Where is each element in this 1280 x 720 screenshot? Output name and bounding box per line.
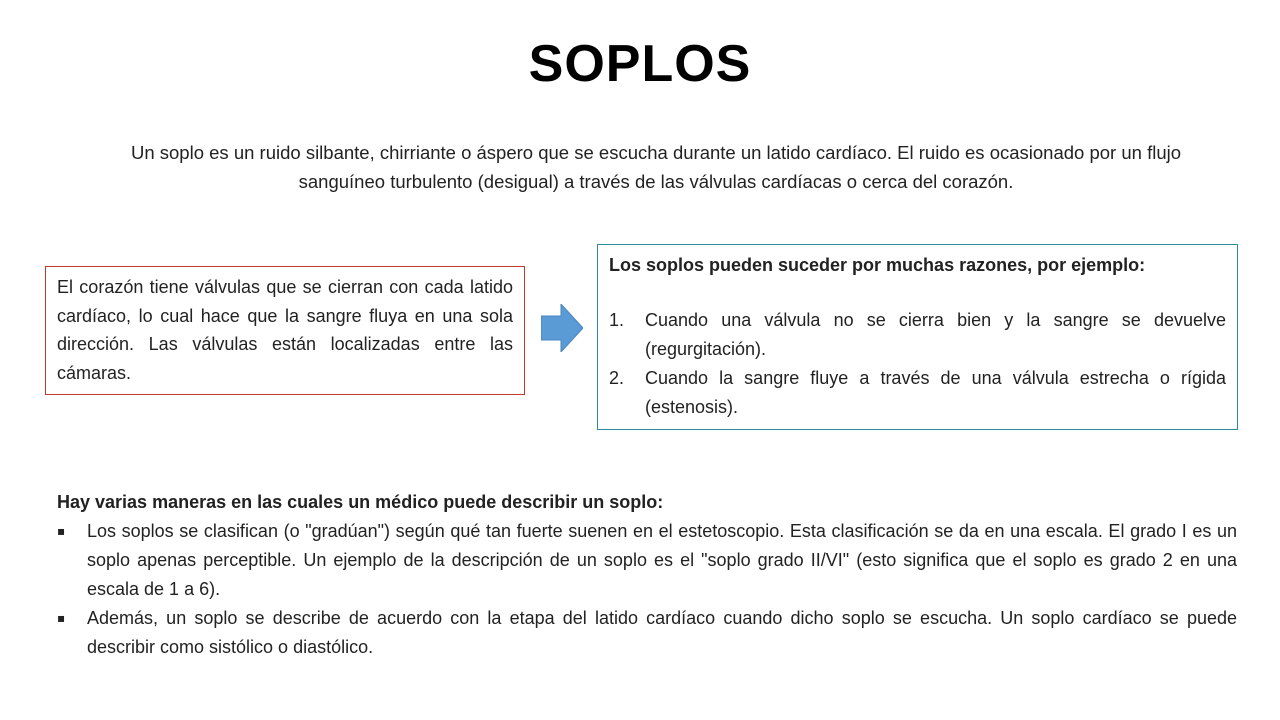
square-bullet-icon: ▪ xyxy=(57,611,66,625)
causes-box xyxy=(597,244,1238,430)
description-list xyxy=(57,517,1237,662)
list-item xyxy=(57,517,1237,604)
list-item xyxy=(57,604,1237,662)
causes-heading: Los soplos pueden suceder por muchas razones, por ejemplo: xyxy=(609,255,1146,275)
valves-info-text: El corazón tiene válvulas que se cierran con cada latido cardíaco, lo cual hace que la sangre fluya en una sola dirección. Las válvulas están localizadas entre las cámaras. xyxy=(57,277,513,383)
list-item-number: 1. xyxy=(609,310,625,330)
valves-info-box xyxy=(45,266,525,395)
list-item-text: Cuando una válvula no se cierra bien y la sangre se devuelve (regurgitación). xyxy=(645,310,1226,359)
list-item-text: Los soplos se clasifican (o "gradúan") según qué tan fuerte suenen en el estetoscopio. Esta clasificación se da en una escala. El grado I es un soplo apenas perceptible. Un ejemplo de la descripción de un soplo es el "soplo grado II/VI" (esto significa que el soplo es grado 2 en una escala de 1 a 6). xyxy=(87,521,1237,599)
square-bullet-icon: ▪ xyxy=(57,524,66,538)
list-item-number: 2. xyxy=(609,368,625,388)
list-item-text: Además, un soplo se describe de acuerdo con la etapa del latido cardíaco cuando dicho soplo se escucha. Un soplo cardíaco se puede describir como sistólico o diastólico. xyxy=(87,608,1237,657)
list-item xyxy=(609,306,1226,364)
description-heading: Hay varias maneras en las cuales un médico puede describir un soplo: xyxy=(57,492,664,512)
intro-paragraph: Un soplo es un ruido silbante, chirriante o áspero que se escucha durante un latido cardíaco. El ruido es ocasionado por un flujo sanguíneo turbulento (desigual) a través de las válvulas cardíacas o cerca del corazón. xyxy=(130,142,1182,192)
list-item xyxy=(609,364,1226,422)
right-arrow-icon xyxy=(541,304,583,352)
causes-list xyxy=(609,306,1226,422)
list-item-text: Cuando la sangre fluye a través de una válvula estrecha o rígida (estenosis). xyxy=(645,368,1226,417)
description-section xyxy=(57,488,1237,662)
slide-title: SOPLOS xyxy=(528,35,752,93)
